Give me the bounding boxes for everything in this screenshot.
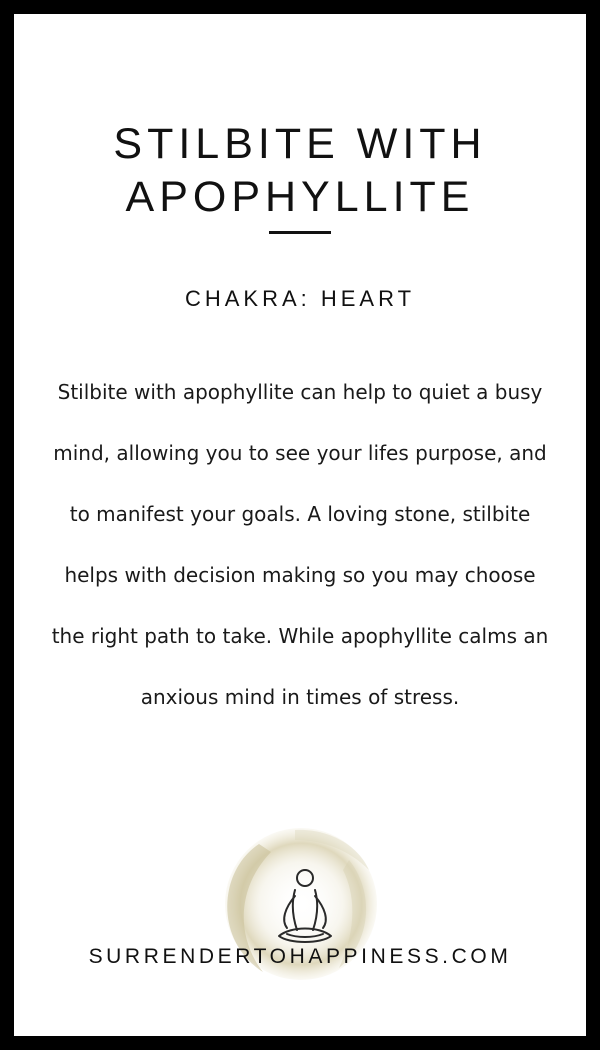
title-divider (269, 231, 331, 234)
description-text: Stilbite with apophyllite can help to quiet a busy mind, allowing you to see your lifes purpose, and to manifest your goals. A loving stone, stilbite helps with decision making so you may choose the right path to take. While apophyllite calms an anxious mind in times of stress. (51, 380, 549, 709)
chakra-label: CHAKRA: HEART (184, 286, 416, 311)
page-title (14, 118, 586, 224)
title-line-1: STILBITE WITH (113, 120, 487, 168)
info-card (14, 14, 586, 1036)
website-url: SURRENDERTOHAPPINESS.COM (88, 945, 512, 968)
title-line-2: APOPHYLLITE (125, 173, 475, 221)
